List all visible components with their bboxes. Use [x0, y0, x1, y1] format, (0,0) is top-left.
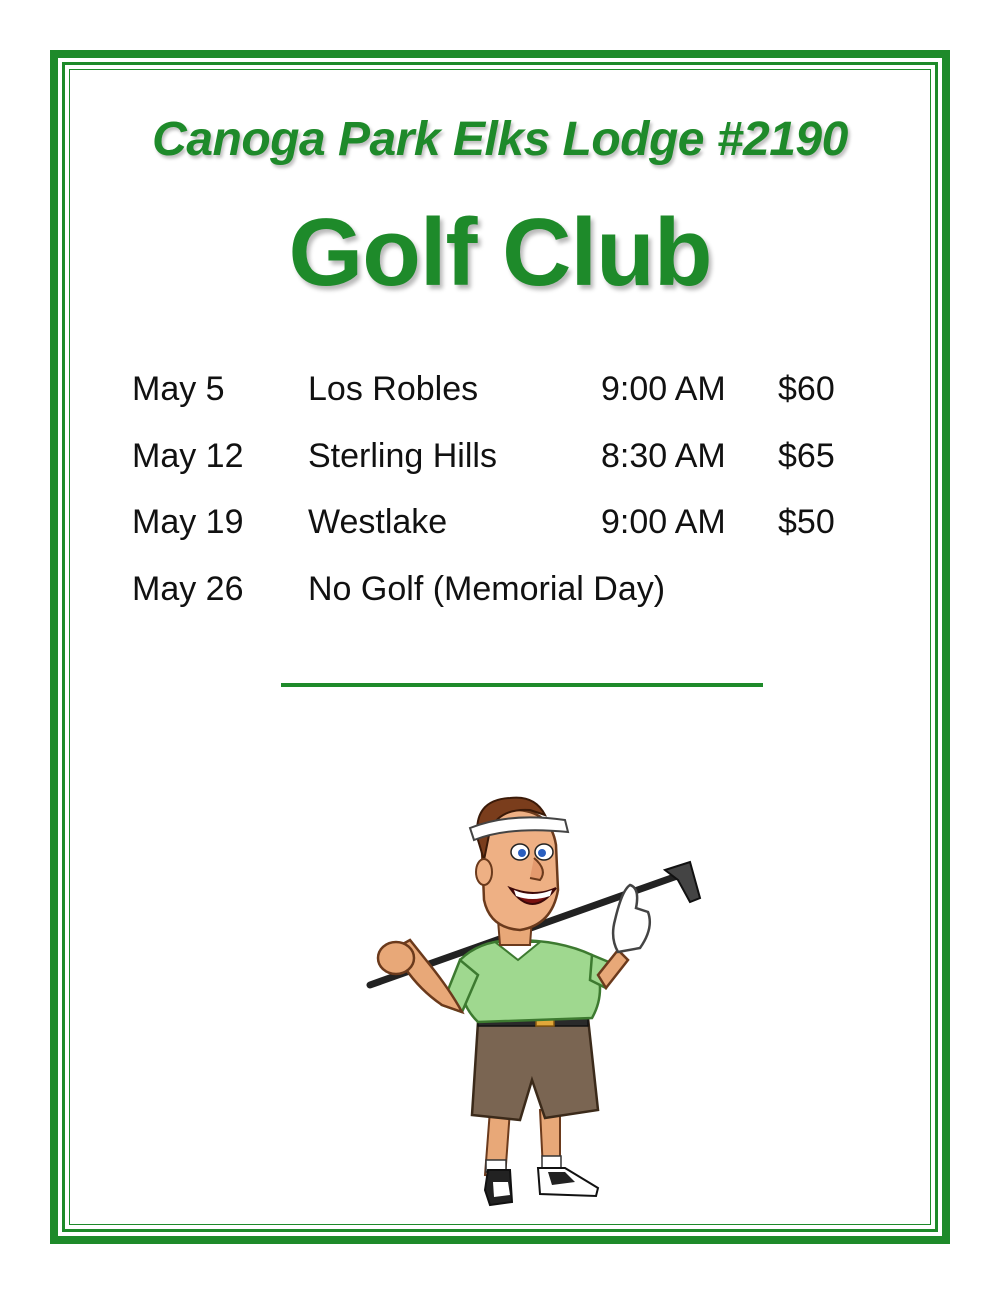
- schedule-row: [132, 370, 892, 437]
- schedule-table: [132, 370, 892, 636]
- lodge-name: Canoga Park Elks Lodge #2190: [152, 113, 848, 166]
- schedule-course: Sterling Hills: [308, 436, 497, 475]
- schedule-time: 9:00 AM: [601, 503, 726, 541]
- shorts: [472, 1018, 598, 1120]
- schedule-course: Los Robles: [308, 370, 479, 408]
- schedule-date: May 26: [132, 569, 244, 608]
- schedule-row: [132, 437, 892, 504]
- left-hand: [378, 942, 414, 974]
- schedule-price: $60: [778, 370, 835, 408]
- schedule-time: 9:00 AM: [601, 370, 726, 408]
- schedule-price: $50: [778, 503, 835, 541]
- schedule-price: $65: [778, 436, 835, 475]
- right-arm: [598, 950, 628, 988]
- schedule-course: No Golf (Memorial Day): [308, 569, 666, 608]
- schedule-date: May 5: [132, 370, 225, 408]
- divider: [281, 683, 763, 687]
- schedule-date: May 19: [132, 503, 244, 541]
- schedule-date: May 12: [132, 436, 244, 475]
- schedule-time: 8:30 AM: [601, 436, 726, 475]
- page-title: Golf Club: [288, 199, 712, 306]
- golfer-illustration: [360, 790, 710, 1220]
- schedule-course: Westlake: [308, 503, 448, 541]
- shirt: [459, 940, 600, 1022]
- schedule-row: [132, 503, 892, 570]
- schedule-row: [132, 570, 892, 637]
